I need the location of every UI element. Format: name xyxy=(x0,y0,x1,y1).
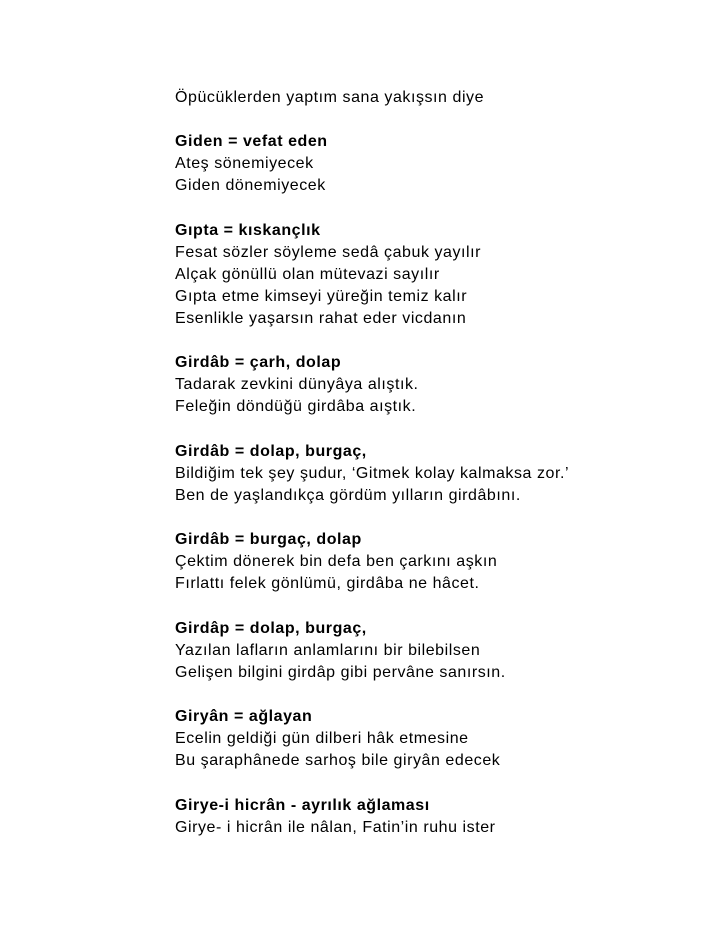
intro-line: Öpücüklerden yaptım sana yakışsın diye xyxy=(175,89,485,106)
verse-line: Bu şaraphânede sarhoş bile giryân edecek xyxy=(175,752,501,769)
entry-headword: Girdâp = dolap, burgaç, xyxy=(175,619,367,637)
entry-headword: Girdâb = dolap, burgaç, xyxy=(175,442,367,460)
dictionary-entry xyxy=(175,352,695,418)
verse-line: Çektim dönerek bin defa ben çarkını aşkın xyxy=(175,553,498,570)
dictionary-entry xyxy=(175,529,695,595)
entry-headword: Girdâb = burgaç, dolap xyxy=(175,531,362,548)
document-body xyxy=(175,87,695,839)
verse-line: Ecelin geldiği gün dilberi hâk etmesine xyxy=(175,730,469,747)
dictionary-entry xyxy=(175,795,695,839)
verse-line: Giden dönemiyecek xyxy=(175,177,326,194)
verse-line: Ben de yaşlandıkça gördüm yılların girdâbını. xyxy=(175,486,521,504)
dictionary-entry xyxy=(175,706,695,772)
entry-headword: Giryân = ağlayan xyxy=(175,708,313,725)
verse-line: Ateş sönemiyecek xyxy=(175,155,314,172)
verse-line: Esenlikle yaşarsın rahat eder vicdanın xyxy=(175,309,467,327)
verse-line: Gelişen bilgini girdâp gibi pervâne sanırsın. xyxy=(175,663,506,681)
entry-headword: Gıpta = kıskançlık xyxy=(175,221,321,239)
verse-line: Bildiğim tek şey şudur, ‘Gitmek kolay kalmaksa zor.’ xyxy=(175,464,570,482)
verse-line: Alçak gönüllü olan mütevazi sayılır xyxy=(175,265,440,283)
entry-headword: Girdâb = çarh, dolap xyxy=(175,354,342,371)
verse-line: Gıpta etme kimseyi yüreğin temiz kalır xyxy=(175,287,468,305)
verse-line: Fırlattı felek gönlümü, girdâba ne hâcet. xyxy=(175,575,480,592)
dictionary-entry xyxy=(175,220,695,330)
dictionary-entry xyxy=(175,131,695,197)
verse-line: Tadarak zevkini dünyâya alıştık. xyxy=(175,376,419,393)
entry-headword: Giden = vefat eden xyxy=(175,133,328,150)
dictionary-entry xyxy=(175,441,695,507)
verse-line: Feleğin döndüğü girdâba aıştık. xyxy=(175,398,417,415)
verse-line: Girye- i hicrân ile nâlan, Fatin’in ruhu ister xyxy=(175,818,496,836)
verse-line: Fesat sözler söyleme sedâ çabuk yayılır xyxy=(175,243,482,261)
verse-line: Yazılan lafların anlamlarını bir bilebilsen xyxy=(175,641,481,659)
dictionary-entry xyxy=(175,618,695,684)
entry-headword: Girye-i hicrân - ayrılık ağlaması xyxy=(175,796,430,814)
